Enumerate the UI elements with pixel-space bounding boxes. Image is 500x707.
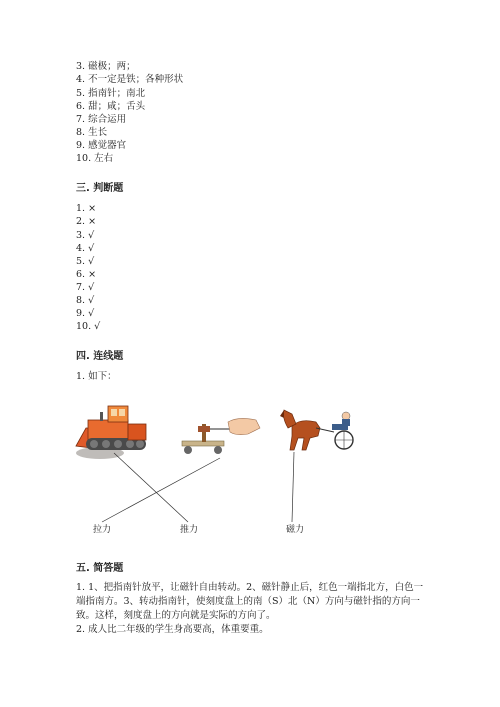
section-heading-judge: 三. 判断题 xyxy=(76,183,124,194)
short-answer-1: 1. 1、把指南针放平，让磁针自由转动。2、磁针静止后，红色一端指北方，白色一端指南方。3、转动指南针，使刻度盘上的南（S）北（N）方向与磁针指的方向一致。这样，刻度盘上的方向就是实际的方向了。 xyxy=(76,582,424,621)
fill-answer-8: 8. 生长 xyxy=(76,127,108,138)
match-intro: 1. 如下： xyxy=(76,371,117,382)
judge-answer-4: 4. √ xyxy=(76,243,95,254)
judge-answer-5: 5. √ xyxy=(76,256,95,267)
connector-line-cart-pull xyxy=(102,458,220,522)
fill-answer-10: 10. 左右 xyxy=(76,153,114,164)
fill-answer-3: 3. 磁极；两； xyxy=(76,61,136,72)
short-answer-2: 2. 成人比二年级的学生身高要高，体重要重。 xyxy=(76,624,269,635)
matching-illustration xyxy=(70,398,370,543)
judge-answer-2: 2. × xyxy=(76,216,97,227)
judge-answer-8: 8. √ xyxy=(76,295,95,306)
fill-answer-4: 4. 不一定是铁；各种形状 xyxy=(76,74,184,85)
fill-answer-7: 7. 综合运用 xyxy=(76,114,127,125)
label-magnetic-force: 磁力 xyxy=(286,525,305,535)
horse-cart-illustration xyxy=(280,410,353,450)
label-push-force: 推力 xyxy=(180,525,199,535)
judge-answer-1: 1. × xyxy=(76,203,97,214)
section-heading-short-answer: 五. 简答题 xyxy=(76,563,124,574)
toy-cart-illustration xyxy=(182,418,260,454)
judge-answer-9: 9. √ xyxy=(76,308,95,319)
connector-line-horse-magnet xyxy=(292,452,294,522)
connector-line-tractor-push xyxy=(114,453,188,522)
judge-answer-3: 3. √ xyxy=(76,230,95,241)
judge-answer-6: 6. × xyxy=(76,269,97,280)
fill-answer-5: 5. 指南针；南北 xyxy=(76,88,146,99)
fill-answer-6: 6. 甜；咸；舌头 xyxy=(76,101,146,112)
tractor-illustration xyxy=(76,406,146,459)
judge-answer-10: 10. √ xyxy=(76,321,101,332)
matching-figure xyxy=(70,398,370,543)
fill-answer-9: 9. 感觉器官 xyxy=(76,140,127,151)
judge-answer-7: 7. √ xyxy=(76,282,95,293)
section-heading-match: 四. 连线题 xyxy=(76,351,124,362)
label-pull-force: 拉力 xyxy=(93,525,112,535)
